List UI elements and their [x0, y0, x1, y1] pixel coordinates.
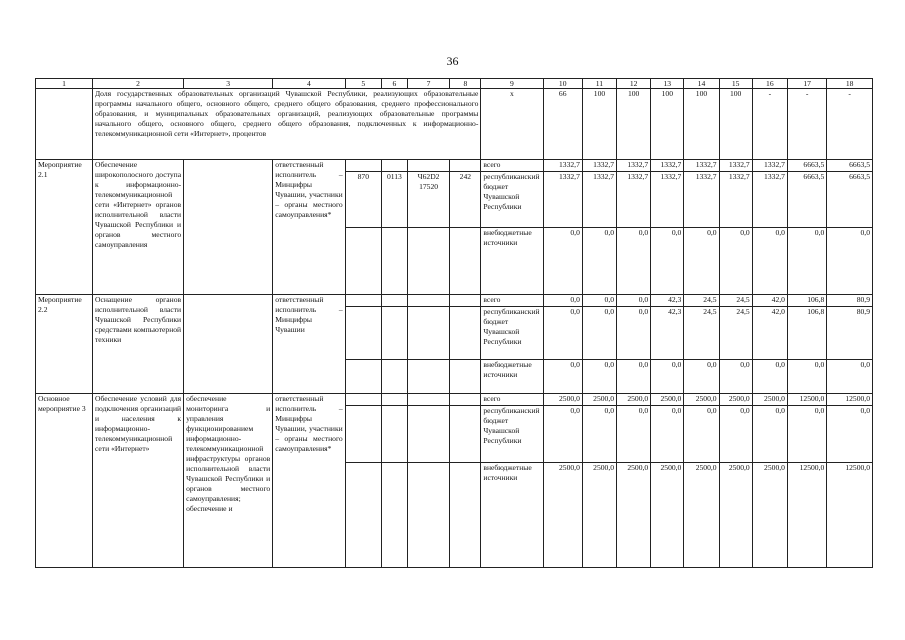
- value-cell: 2500,0: [617, 394, 651, 406]
- m22-total-row: [36, 295, 873, 307]
- value-cell: 1332,7: [651, 172, 684, 228]
- value-cell: 12500,0: [787, 463, 826, 568]
- value-cell: 1332,7: [719, 172, 752, 228]
- m21-responsible: ответственный исполнитель – Минцифры Чувашии, участники – органы местного самоуправления*: [273, 160, 346, 295]
- row-label: республиканский бюджет Чувашской Республики: [481, 307, 543, 360]
- value-cell: 42,0: [752, 307, 787, 360]
- value-cell: -: [787, 89, 826, 160]
- value-cell: 80,9: [827, 307, 873, 360]
- value-cell: 24,5: [684, 295, 719, 307]
- value-cell: 1332,7: [543, 160, 582, 172]
- value-cell: 42,0: [752, 295, 787, 307]
- value-cell: 0,0: [617, 360, 651, 394]
- column-header: 16: [752, 79, 787, 89]
- value-cell: 100: [719, 89, 752, 160]
- value-cell: 0,0: [719, 228, 752, 295]
- value-cell: 0,0: [582, 406, 616, 463]
- value-cell: 1332,7: [617, 172, 651, 228]
- value-cell: 0,0: [787, 228, 826, 295]
- rz-code: 0113: [381, 172, 407, 228]
- value-cell: 2500,0: [752, 463, 787, 568]
- indicator-row: [36, 89, 873, 160]
- value-cell: 0,0: [651, 228, 684, 295]
- column-header: 13: [651, 79, 684, 89]
- value-cell: 1332,7: [543, 172, 582, 228]
- value-cell: 0,0: [617, 295, 651, 307]
- column-header: 9: [481, 79, 543, 89]
- csr-code: Ч62D2 17520: [407, 172, 449, 228]
- value-cell: 1332,7: [684, 160, 719, 172]
- column-header: 18: [827, 79, 873, 89]
- value-cell: -: [752, 89, 787, 160]
- row-label: республиканский бюджет Чувашской Республики: [481, 172, 543, 228]
- m22-name: Оснащение органов исполнительной власти Чувашской Республики средствами компьютерной техники: [92, 295, 183, 394]
- value-cell: 0,0: [651, 406, 684, 463]
- value-cell: 0,0: [617, 406, 651, 463]
- value-cell: 2500,0: [651, 394, 684, 406]
- value-cell: 6663,5: [827, 160, 873, 172]
- value-cell: 0,0: [543, 307, 582, 360]
- value-cell: 1332,7: [617, 160, 651, 172]
- value-cell: 0,0: [787, 360, 826, 394]
- indicator-text: Доля государственных образовательных организаций Чувашской Республики, реализующих образовательные программы начального общего, основного общего, среднего общего образования, среднего профессионального образования, и муниципальных образовательных организаций, реализующих образовательные программы начального общего, основного общего, среднего общего образования, подключенных к информационно-телекоммуникационной сети «Интернет», процентов: [92, 89, 480, 160]
- value-cell: 100: [684, 89, 719, 160]
- value-cell: 0,0: [787, 406, 826, 463]
- value-cell: 0,0: [719, 406, 752, 463]
- value-cell: 0,0: [617, 307, 651, 360]
- column-header: 17: [787, 79, 826, 89]
- column-header: 10: [543, 79, 582, 89]
- m3-responsible: ответственный исполнитель – Минцифры Чувашии, участники – органы местного самоуправления*: [273, 394, 346, 568]
- value-cell: 100: [582, 89, 616, 160]
- value-cell: 0,0: [543, 360, 582, 394]
- value-cell: 6663,5: [787, 160, 826, 172]
- value-cell: 2500,0: [582, 394, 616, 406]
- value-cell: 0,0: [617, 228, 651, 295]
- value-cell: 2500,0: [684, 394, 719, 406]
- value-cell: 6663,5: [787, 172, 826, 228]
- value-cell: 12500,0: [827, 463, 873, 568]
- value-cell: 106,8: [787, 295, 826, 307]
- grbs-code: 870: [345, 172, 381, 228]
- row-label: внебюджетные источники: [481, 360, 543, 394]
- value-cell: 0,0: [752, 406, 787, 463]
- value-cell: 1332,7: [582, 160, 616, 172]
- column-header: 4: [273, 79, 346, 89]
- value-cell: 0,0: [827, 406, 873, 463]
- value-cell: -: [827, 89, 873, 160]
- value-cell: 0,0: [684, 406, 719, 463]
- value-cell: 24,5: [684, 307, 719, 360]
- column-header: 12: [617, 79, 651, 89]
- value-cell: 0,0: [543, 295, 582, 307]
- column-header: 1: [36, 79, 93, 89]
- column-header: 14: [684, 79, 719, 89]
- value-cell: 2500,0: [684, 463, 719, 568]
- page-number: 36: [446, 54, 459, 68]
- value-cell: 1332,7: [582, 172, 616, 228]
- value-cell: 0,0: [752, 228, 787, 295]
- value-cell: 0,0: [827, 360, 873, 394]
- value-cell: 100: [651, 89, 684, 160]
- value-cell: 24,5: [719, 307, 752, 360]
- column-header: 3: [184, 79, 273, 89]
- value-cell: 1332,7: [752, 172, 787, 228]
- row-label: всего: [481, 394, 543, 406]
- value-cell: 0,0: [719, 360, 752, 394]
- column-number-row: [36, 79, 873, 89]
- row-label: республиканский бюджет Чувашской Республики: [481, 406, 543, 463]
- m3-name: Обеспечение условий для подключения организаций и населения к информационно-телекоммуникационной сети «Интернет»: [92, 394, 183, 568]
- value-cell: 0,0: [684, 360, 719, 394]
- value-cell: 1332,7: [752, 160, 787, 172]
- value-cell: 0,0: [543, 228, 582, 295]
- value-cell: 24,5: [719, 295, 752, 307]
- value-cell: 1332,7: [684, 172, 719, 228]
- vr-code: 242: [450, 172, 481, 228]
- m3-purpose: обеспечение мониторинга и управления функционированием информационно-телекоммуникационной инфраструктуры органов исполнительной власти Чувашской Республики и органов местного самоуправления; обеспечение и: [184, 394, 273, 568]
- row-label: внебюджетные источники: [481, 463, 543, 568]
- value-cell: 66: [543, 89, 582, 160]
- m21-code: Мероприятие 2.1: [36, 160, 93, 295]
- value-cell: 1332,7: [719, 160, 752, 172]
- m22-responsible: ответственный исполнитель – Минцифры Чувашии: [273, 295, 346, 394]
- value-cell: 2500,0: [543, 463, 582, 568]
- value-cell: 2500,0: [582, 463, 616, 568]
- column-header: 15: [719, 79, 752, 89]
- value-cell: 6663,5: [827, 172, 873, 228]
- m3-code: Основное мероприятие 3: [36, 394, 93, 568]
- value-cell: 0,0: [582, 307, 616, 360]
- column-header: 11: [582, 79, 616, 89]
- value-cell: 2500,0: [651, 463, 684, 568]
- value-cell: 80,9: [827, 295, 873, 307]
- value-cell: 0,0: [752, 360, 787, 394]
- row-label: всего: [481, 295, 543, 307]
- value-cell: 0,0: [684, 228, 719, 295]
- value-cell: 1332,7: [651, 160, 684, 172]
- column-header: 8: [450, 79, 481, 89]
- value-cell: 12500,0: [827, 394, 873, 406]
- value-cell: 42,3: [651, 295, 684, 307]
- row-label: всего: [481, 160, 543, 172]
- value-cell: 0,0: [827, 228, 873, 295]
- value-cell: 2500,0: [617, 463, 651, 568]
- indicator-unit: x: [481, 89, 543, 160]
- value-cell: 42,3: [651, 307, 684, 360]
- value-cell: 106,8: [787, 307, 826, 360]
- value-cell: 2500,0: [719, 394, 752, 406]
- column-header: 6: [381, 79, 407, 89]
- m22-code: Мероприятие 2.2: [36, 295, 93, 394]
- m21-total-row: [36, 160, 873, 172]
- value-cell: 0,0: [543, 406, 582, 463]
- value-cell: 0,0: [582, 360, 616, 394]
- value-cell: 0,0: [651, 360, 684, 394]
- row-label: внебюджетные источники: [481, 228, 543, 295]
- program-table: [35, 78, 873, 568]
- value-cell: 0,0: [582, 295, 616, 307]
- value-cell: 0,0: [582, 228, 616, 295]
- value-cell: 2500,0: [719, 463, 752, 568]
- m3-total-row: [36, 394, 873, 406]
- column-header: 2: [92, 79, 183, 89]
- value-cell: 2500,0: [752, 394, 787, 406]
- column-header: 5: [345, 79, 381, 89]
- value-cell: 12500,0: [787, 394, 826, 406]
- column-header: 7: [407, 79, 449, 89]
- value-cell: 100: [617, 89, 651, 160]
- value-cell: 2500,0: [543, 394, 582, 406]
- m21-name: Обеспечение широкополосного доступа к информационно-телекоммуникационной сети «Интернет» органов исполнительной власти Чувашской Республики и органов местного самоуправления: [92, 160, 183, 295]
